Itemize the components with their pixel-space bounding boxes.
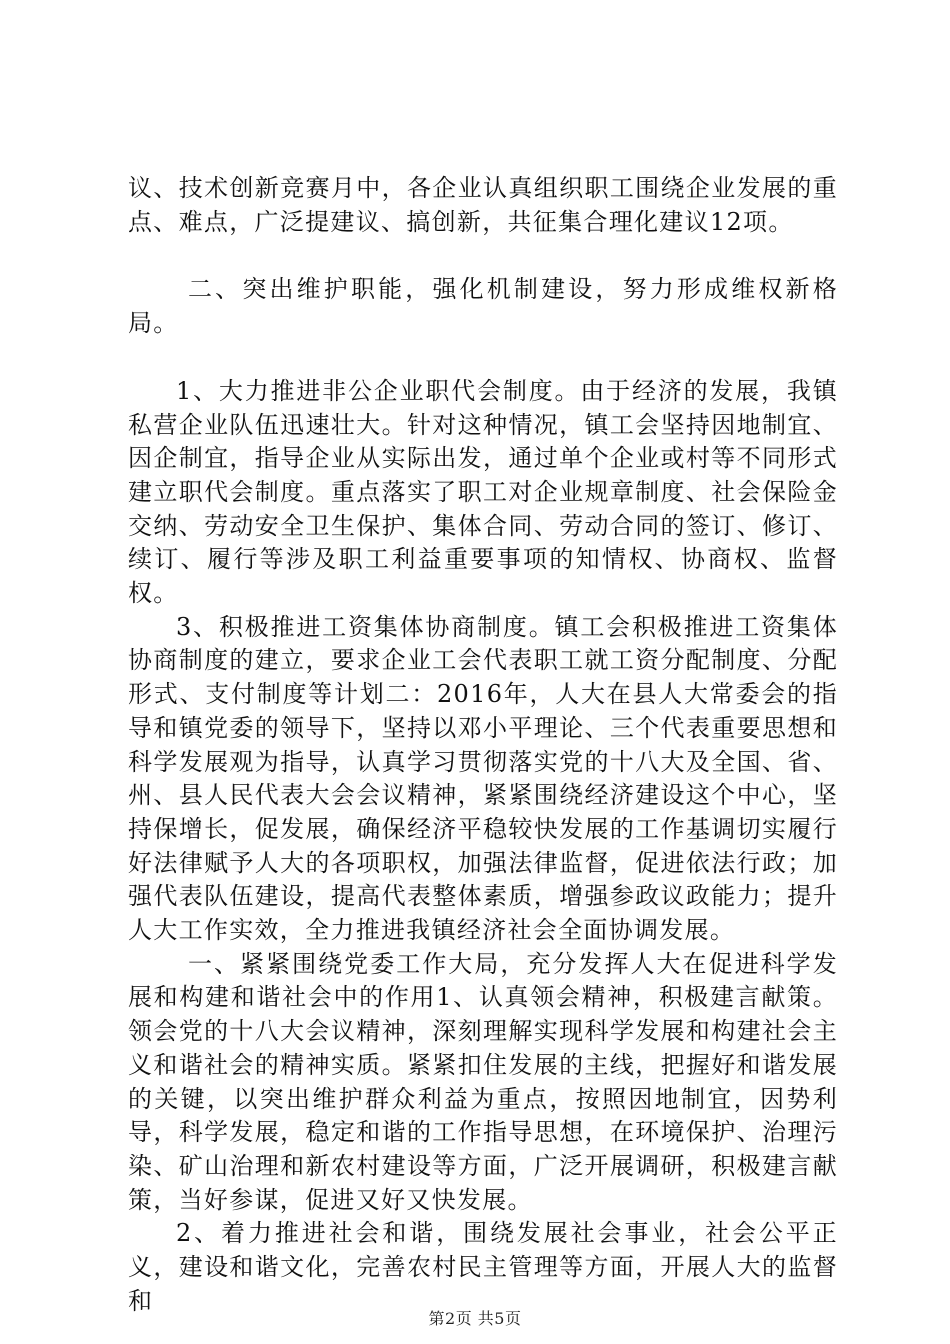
paragraph: 1、大力推进非公企业职代会制度。由于经济的发展，我镇私营企业队伍迅速壮大。针对这种情况，镇工会坚持因地制宜、因企制宜，指导企业从实际出发，通过单个企业或村等不同形式建立职代会制度。重点落实了职工对企业规章制度、社会保险金交纳、劳动安全卫生保护、集体合同、劳动合同的签订、修订、续订、履行等涉及职工利益重要事项的知情权、协商权、监督权。 xyxy=(128,376,838,608)
section-heading: 二、突出维护职能，强化机制建设，努力形成维权新格局。 xyxy=(128,275,838,338)
page-number-footer: 第2页 共5页 xyxy=(428,1309,522,1328)
document-body xyxy=(128,172,838,1319)
paragraph: 一、紧紧围绕党委工作大局，充分发挥人大在促进科学发展和构建和谐社会中的作用1、认真领会精神，积极建言献策。领会党的十八大会议精神，深刻理解实现科学发展和构建社会主义和谐社会的精神实质。紧紧扣住发展的主线，把握好和谐发展的关键，以突出维护群众利益为重点，按照因地制宜，因势利导，科学发展，稳定和谐的工作指导思想，在环境保护、治理污染、矿山治理和新农村建设等方面，广泛开展调研，积极建言献策，当好参谋，促进又好又快发展。 xyxy=(128,949,838,1214)
paragraph: 3、积极推进工资集体协商制度。镇工会积极推进工资集体协商制度的建立，要求企业工会代表职工就工资分配制度、分配形式、支付制度等计划二：2016年，人大在县人大常委会的指导和镇党委的领导下，坚持以邓小平理论、三个代表重要思想和科学发展观为指导，认真学习贯彻落实党的十八大及全国、省、州、县人民代表大会会议精神，紧紧围绕经济建设这个中心，坚持保增长，促发展，确保经济平稳较快发展的工作基调切实履行好法律赋予人大的各项职权，加强法律监督，促进依法行政；加强代表队伍建设，提高代表整体素质，增强参政议政能力；提升人大工作实效，全力推进我镇经济社会全面协调发展。 xyxy=(128,612,838,945)
paragraph: 2、着力推进社会和谐，围绕发展社会事业，社会公平正义，建设和谐文化，完善农村民主管理等方面，开展人大的监督和 xyxy=(128,1219,838,1315)
paragraph-continuation: 议、技术创新竞赛月中，各企业认真组织职工围绕企业发展的重点、难点，广泛提建议、搞创新，共征集合理化建议12项。 xyxy=(128,174,838,236)
